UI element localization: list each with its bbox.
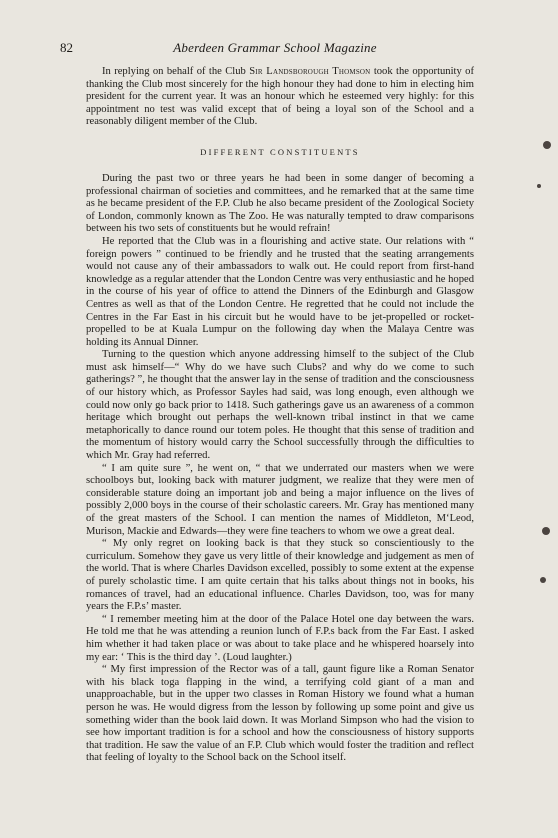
paragraph: During the past two or three years he had been in some danger of becoming a professional chairman of societies and committees, and he remarked that at the same time as he became president of the F.P. Club he also became president of the Zoological Society of London, commonly known as The Zoo. He was naturally tempted to draw comparisons between his two sets of constituents but he would refrain! [86, 172, 474, 235]
intro-paragraph [86, 66, 474, 129]
page-number: 82 [60, 40, 73, 55]
running-title: Aberdeen Grammar School Magazine [173, 40, 377, 55]
paragraph: “ I am quite sure ”, he went on, “ that we underrated our masters when we were schoolboys but, looking back with maturer judgment, we realize that they were men of considerable stature doing an important job and being a major influence on the lives of possibly 2,000 boys in the course of their scholastic careers. Mr. Gray has mentioned many of the great masters of the School. I can mention the names of Middleton, M‘Leod, Murison, Mackie and Edwards—they were fine teachers to whom we owe a great deal. [86, 462, 474, 537]
page-header [60, 40, 490, 60]
paragraph: “ My first impression of the Rector was of a tall, gaunt figure like a Roman Senator with his black toga flapping in the wind, a terrifying cold giant of a man and unapproachable, but in the upper two classes in Roman History we found what a human person he was. He would digress from the lesson by following up some point and give us something wider than the book laid down. It was Morland Simpson who had the vision to see how important tradition is for a school and how the consciousness of history supports that tradition. He saw the value of an F.P. Club which would foster the tradition and reflect that feeling of loyalty to the School back on the School itself. [86, 664, 474, 764]
article-body [86, 66, 474, 765]
binding-hole-mark [542, 527, 550, 535]
binding-hole-mark [540, 577, 546, 583]
binding-hole-mark [543, 141, 551, 149]
paragraph: “ I remember meeting him at the door of the Palace Hotel one day between the wars. He told me that he was attending a reunion lunch of F.P.s back from the Far East. I asked him whether it had taken place or was about to take place and he whispered hoarsely into my ear: ‘ This is the third day ’. (Loud laughter.) [86, 613, 474, 663]
paragraph: Turning to the question which anyone addressing himself to the subject of the Club must ask himself—“ Why do we have such Clubs? and why do we come to such gatherings? ”, he thought that the answer lay in the sense of tradition and the consciousness of our history which, as Professor Sayles had said, was long enough, even although we could now only go back prior to 1418. Such gatherings gave us an awareness of a common heritage which brought out perhaps the well-known tribal instinct in that we came metaphorically to dance round our totem poles. He thought that this sense of tradition and the momentum of history would carry the School successfully through the difficulties to which Mr. Gray had referred. [86, 349, 474, 462]
section-heading: DIFFERENT CONSTITUENTS [200, 146, 360, 157]
intro-name: Sir Landsborough Thomson [249, 66, 371, 77]
binding-hole-mark [537, 184, 541, 188]
intro-after: took the opportunity of thanking the Club most sincerely for the high honour they had done to him in electing him president for the current year. It was an honour which he esteemed very highly: for this appointment no test was valid except that of being a loyal son of the School and a reasonably diligent member of the Club. [86, 66, 474, 128]
paragraph: He reported that the Club was in a flourishing and active state. Our relations with “ foreign powers ” continued to be friendly and he trusted that the seating arrangements would not cause any of their ambassadors to walk out. He could report from first-hand knowledge as a regular attender that the London Centre was very enthusiastic and he hoped in the course of his year of office to attend the Dinners of the Edinburgh and Glasgow Centres as well as that of the London Centre. He regretted that he could not include the Centres in the Far East in his circuit but he would have to be jet-propelled or rocket-propelled to be at Kuala Lumpur on the following day when the Malaya Centre was holding its Annual Dinner. [86, 235, 474, 348]
intro-before: In replying on behalf of the Club [102, 66, 250, 77]
paragraph: “ My only regret on looking back is that they stuck so conscientiously to the curriculum. Somehow they gave us very little of their knowledge and judgement as men of the world. That is where Charles Davidson excelled, possibly to some extent at the expense of purely scholastic time. I am quite certain that his talks about things not in books, his romances of travel, had an educational influence. Charles Davidson, too, was for many years the F.P.s’ master. [86, 538, 474, 613]
